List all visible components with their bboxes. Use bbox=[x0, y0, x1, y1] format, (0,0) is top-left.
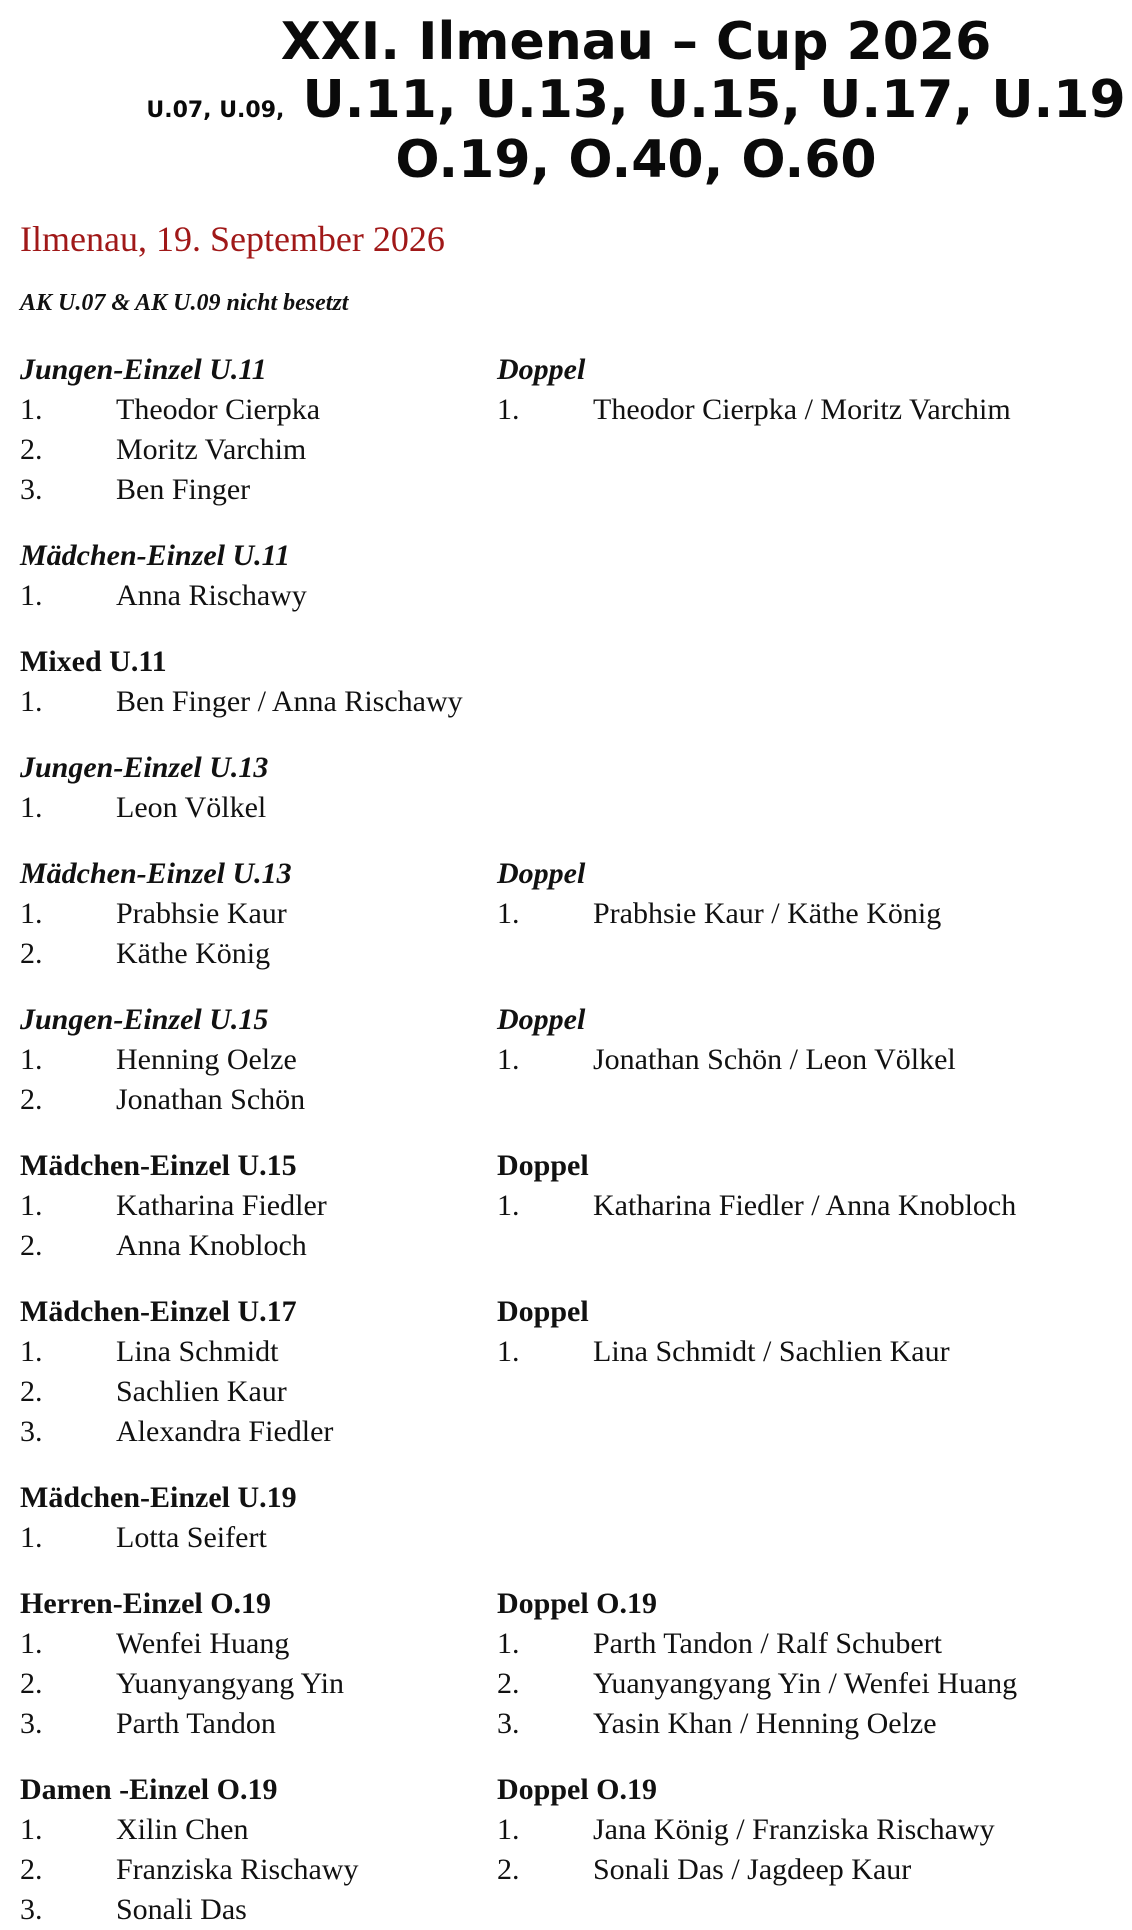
rank: 1. bbox=[497, 897, 520, 930]
section-left bbox=[20, 1000, 560, 1120]
player-name: Anna Rischawy bbox=[116, 579, 307, 612]
result-row bbox=[20, 1810, 560, 1850]
section-left bbox=[20, 1770, 560, 1930]
player-name: Jonathan Schön bbox=[116, 1083, 306, 1116]
result-row bbox=[497, 1850, 1127, 1890]
section-title: Doppel bbox=[497, 1003, 586, 1036]
rank: 1. bbox=[20, 897, 43, 930]
result-row bbox=[20, 1890, 560, 1930]
rank: 1. bbox=[20, 685, 43, 718]
age-groups-senior: O.19, O.40, O.60 bbox=[395, 130, 877, 190]
section-left bbox=[20, 748, 560, 828]
player-name: Theodor Cierpka / Moritz Varchim bbox=[593, 393, 1011, 426]
rank: 1. bbox=[497, 1813, 520, 1846]
result-row bbox=[497, 894, 1127, 934]
player-name: Käthe König bbox=[116, 937, 271, 970]
player-name: Theodor Cierpka bbox=[116, 393, 321, 426]
rank: 1. bbox=[20, 393, 43, 426]
note: AK U.07 & AK U.09 nicht besetzt bbox=[20, 290, 349, 316]
rank: 1. bbox=[497, 1189, 520, 1222]
rank: 1. bbox=[497, 1043, 520, 1076]
player-name: Yuanyangyang Yin / Wenfei Huang bbox=[593, 1667, 1018, 1700]
section-left bbox=[20, 350, 560, 510]
section-left bbox=[20, 642, 560, 722]
result-row bbox=[20, 1226, 560, 1266]
player-name: Sachlien Kaur bbox=[116, 1375, 287, 1408]
section-right bbox=[497, 1770, 1127, 1890]
rank: 2. bbox=[20, 1083, 43, 1116]
rank: 1. bbox=[20, 579, 43, 612]
result-row bbox=[497, 1040, 1127, 1080]
result-row bbox=[20, 1412, 560, 1452]
section-title: Doppel bbox=[497, 353, 586, 386]
section-right bbox=[497, 1292, 1127, 1372]
result-row bbox=[20, 1624, 560, 1664]
section-left bbox=[20, 1478, 560, 1558]
result-row bbox=[20, 1040, 560, 1080]
result-row bbox=[497, 1810, 1127, 1850]
result-row bbox=[20, 788, 560, 828]
section-right bbox=[497, 1000, 1127, 1080]
section-title: Mixed U.11 bbox=[20, 645, 167, 678]
section-title: Damen -Einzel O.19 bbox=[20, 1773, 278, 1806]
result-row bbox=[20, 934, 560, 974]
player-name: Franziska Rischawy bbox=[116, 1853, 359, 1886]
section-title: Jungen-Einzel U.11 bbox=[20, 353, 267, 386]
rank: 1. bbox=[20, 1521, 43, 1554]
section-title: Doppel bbox=[497, 1295, 589, 1328]
player-name: Sonali Das bbox=[116, 1893, 247, 1926]
result-row bbox=[20, 576, 560, 616]
player-name: Parth Tandon bbox=[116, 1707, 276, 1740]
rank: 2. bbox=[20, 1229, 43, 1262]
rank: 3. bbox=[20, 1415, 43, 1448]
place-date: Ilmenau, 19. September 2026 bbox=[20, 219, 445, 259]
rank: 3. bbox=[20, 1707, 43, 1740]
rank: 1. bbox=[20, 1813, 43, 1846]
section-left bbox=[20, 1146, 560, 1266]
rank: 1. bbox=[497, 1335, 520, 1368]
rank: 2. bbox=[497, 1853, 520, 1886]
section-title: Doppel bbox=[497, 857, 586, 890]
rank: 3. bbox=[497, 1707, 520, 1740]
result-row bbox=[20, 1518, 560, 1558]
player-name: Ben Finger / Anna Rischawy bbox=[116, 685, 463, 718]
section-left bbox=[20, 1584, 560, 1744]
result-row bbox=[20, 390, 560, 430]
section-right bbox=[497, 1146, 1127, 1226]
section-title: Herren-Einzel O.19 bbox=[20, 1587, 272, 1620]
section-title: Jungen-Einzel U.15 bbox=[20, 1003, 269, 1036]
result-row bbox=[20, 1372, 560, 1412]
page-title: XXI. Ilmenau – Cup 2026 bbox=[280, 12, 992, 72]
section-title: Jungen-Einzel U.13 bbox=[20, 751, 269, 784]
result-row bbox=[20, 430, 560, 470]
rank: 1. bbox=[497, 393, 520, 426]
player-name: Henning Oelze bbox=[116, 1043, 297, 1076]
rank: 3. bbox=[20, 473, 43, 506]
rank: 1. bbox=[20, 791, 43, 824]
rank: 1. bbox=[497, 1627, 520, 1660]
rank: 2. bbox=[20, 1667, 43, 1700]
section-title: Mädchen-Einzel U.17 bbox=[20, 1295, 297, 1328]
age-groups-small: U.07, U.09, bbox=[146, 98, 285, 123]
result-row bbox=[497, 1186, 1127, 1226]
result-row bbox=[497, 390, 1127, 430]
rank: 2. bbox=[20, 433, 43, 466]
section-title: Doppel bbox=[497, 1149, 589, 1182]
section-title: Doppel O.19 bbox=[497, 1773, 658, 1806]
result-row bbox=[20, 1704, 560, 1744]
player-name: Jonathan Schön / Leon Völkel bbox=[593, 1043, 956, 1076]
age-groups-line bbox=[70, 70, 1132, 130]
section-right bbox=[497, 350, 1127, 430]
rank: 1. bbox=[20, 1627, 43, 1660]
result-row bbox=[20, 1850, 560, 1890]
player-name: Xilin Chen bbox=[116, 1813, 249, 1846]
result-row bbox=[497, 1332, 1127, 1372]
result-row bbox=[497, 1664, 1127, 1704]
section-title: Mädchen-Einzel U.19 bbox=[20, 1481, 297, 1514]
age-groups-large: U.11, U.13, U.15, U.17, U.19 bbox=[302, 70, 1126, 130]
player-name: Ben Finger bbox=[116, 473, 251, 506]
result-row bbox=[497, 1624, 1127, 1664]
player-name: Moritz Varchim bbox=[116, 433, 307, 466]
section-title: Doppel O.19 bbox=[497, 1587, 658, 1620]
player-name: Lotta Seifert bbox=[116, 1521, 267, 1554]
player-name: Katharina Fiedler / Anna Knobloch bbox=[593, 1189, 1017, 1222]
result-row bbox=[20, 1332, 560, 1372]
rank: 1. bbox=[20, 1189, 43, 1222]
player-name: Jana König / Franziska Rischawy bbox=[593, 1813, 995, 1846]
section-left bbox=[20, 1292, 560, 1452]
player-name: Lina Schmidt / Sachlien Kaur bbox=[593, 1335, 950, 1368]
rank: 1. bbox=[20, 1043, 43, 1076]
section-left bbox=[20, 536, 560, 616]
section-right bbox=[497, 1584, 1127, 1744]
player-name: Sonali Das / Jagdeep Kaur bbox=[593, 1853, 912, 1886]
player-name: Lina Schmidt bbox=[116, 1335, 279, 1368]
player-name: Prabhsie Kaur / Käthe König bbox=[593, 897, 942, 930]
section-right bbox=[497, 854, 1127, 934]
player-name: Anna Knobloch bbox=[116, 1229, 307, 1262]
rank: 2. bbox=[20, 1853, 43, 1886]
rank: 2. bbox=[497, 1667, 520, 1700]
rank: 1. bbox=[20, 1335, 43, 1368]
rank: 2. bbox=[20, 937, 43, 970]
rank: 3. bbox=[20, 1893, 43, 1926]
player-name: Katharina Fiedler bbox=[116, 1189, 327, 1222]
result-row bbox=[20, 470, 560, 510]
section-left bbox=[20, 854, 560, 974]
player-name: Leon Völkel bbox=[116, 791, 267, 824]
result-row bbox=[20, 1664, 560, 1704]
player-name: Prabhsie Kaur bbox=[116, 897, 287, 930]
player-name: Wenfei Huang bbox=[116, 1627, 290, 1660]
player-name: Yasin Khan / Henning Oelze bbox=[593, 1707, 937, 1740]
section-title: Mädchen-Einzel U.15 bbox=[20, 1149, 297, 1182]
rank: 2. bbox=[20, 1375, 43, 1408]
result-row bbox=[20, 1080, 560, 1120]
player-name: Parth Tandon / Ralf Schubert bbox=[593, 1627, 942, 1660]
result-row bbox=[497, 1704, 1127, 1744]
section-title: Mädchen-Einzel U.11 bbox=[20, 539, 291, 572]
result-row bbox=[20, 894, 560, 934]
result-row bbox=[20, 1186, 560, 1226]
result-row bbox=[20, 682, 560, 722]
player-name: Alexandra Fiedler bbox=[116, 1415, 334, 1448]
player-name: Yuanyangyang Yin bbox=[116, 1667, 345, 1700]
section-title: Mädchen-Einzel U.13 bbox=[20, 857, 292, 890]
